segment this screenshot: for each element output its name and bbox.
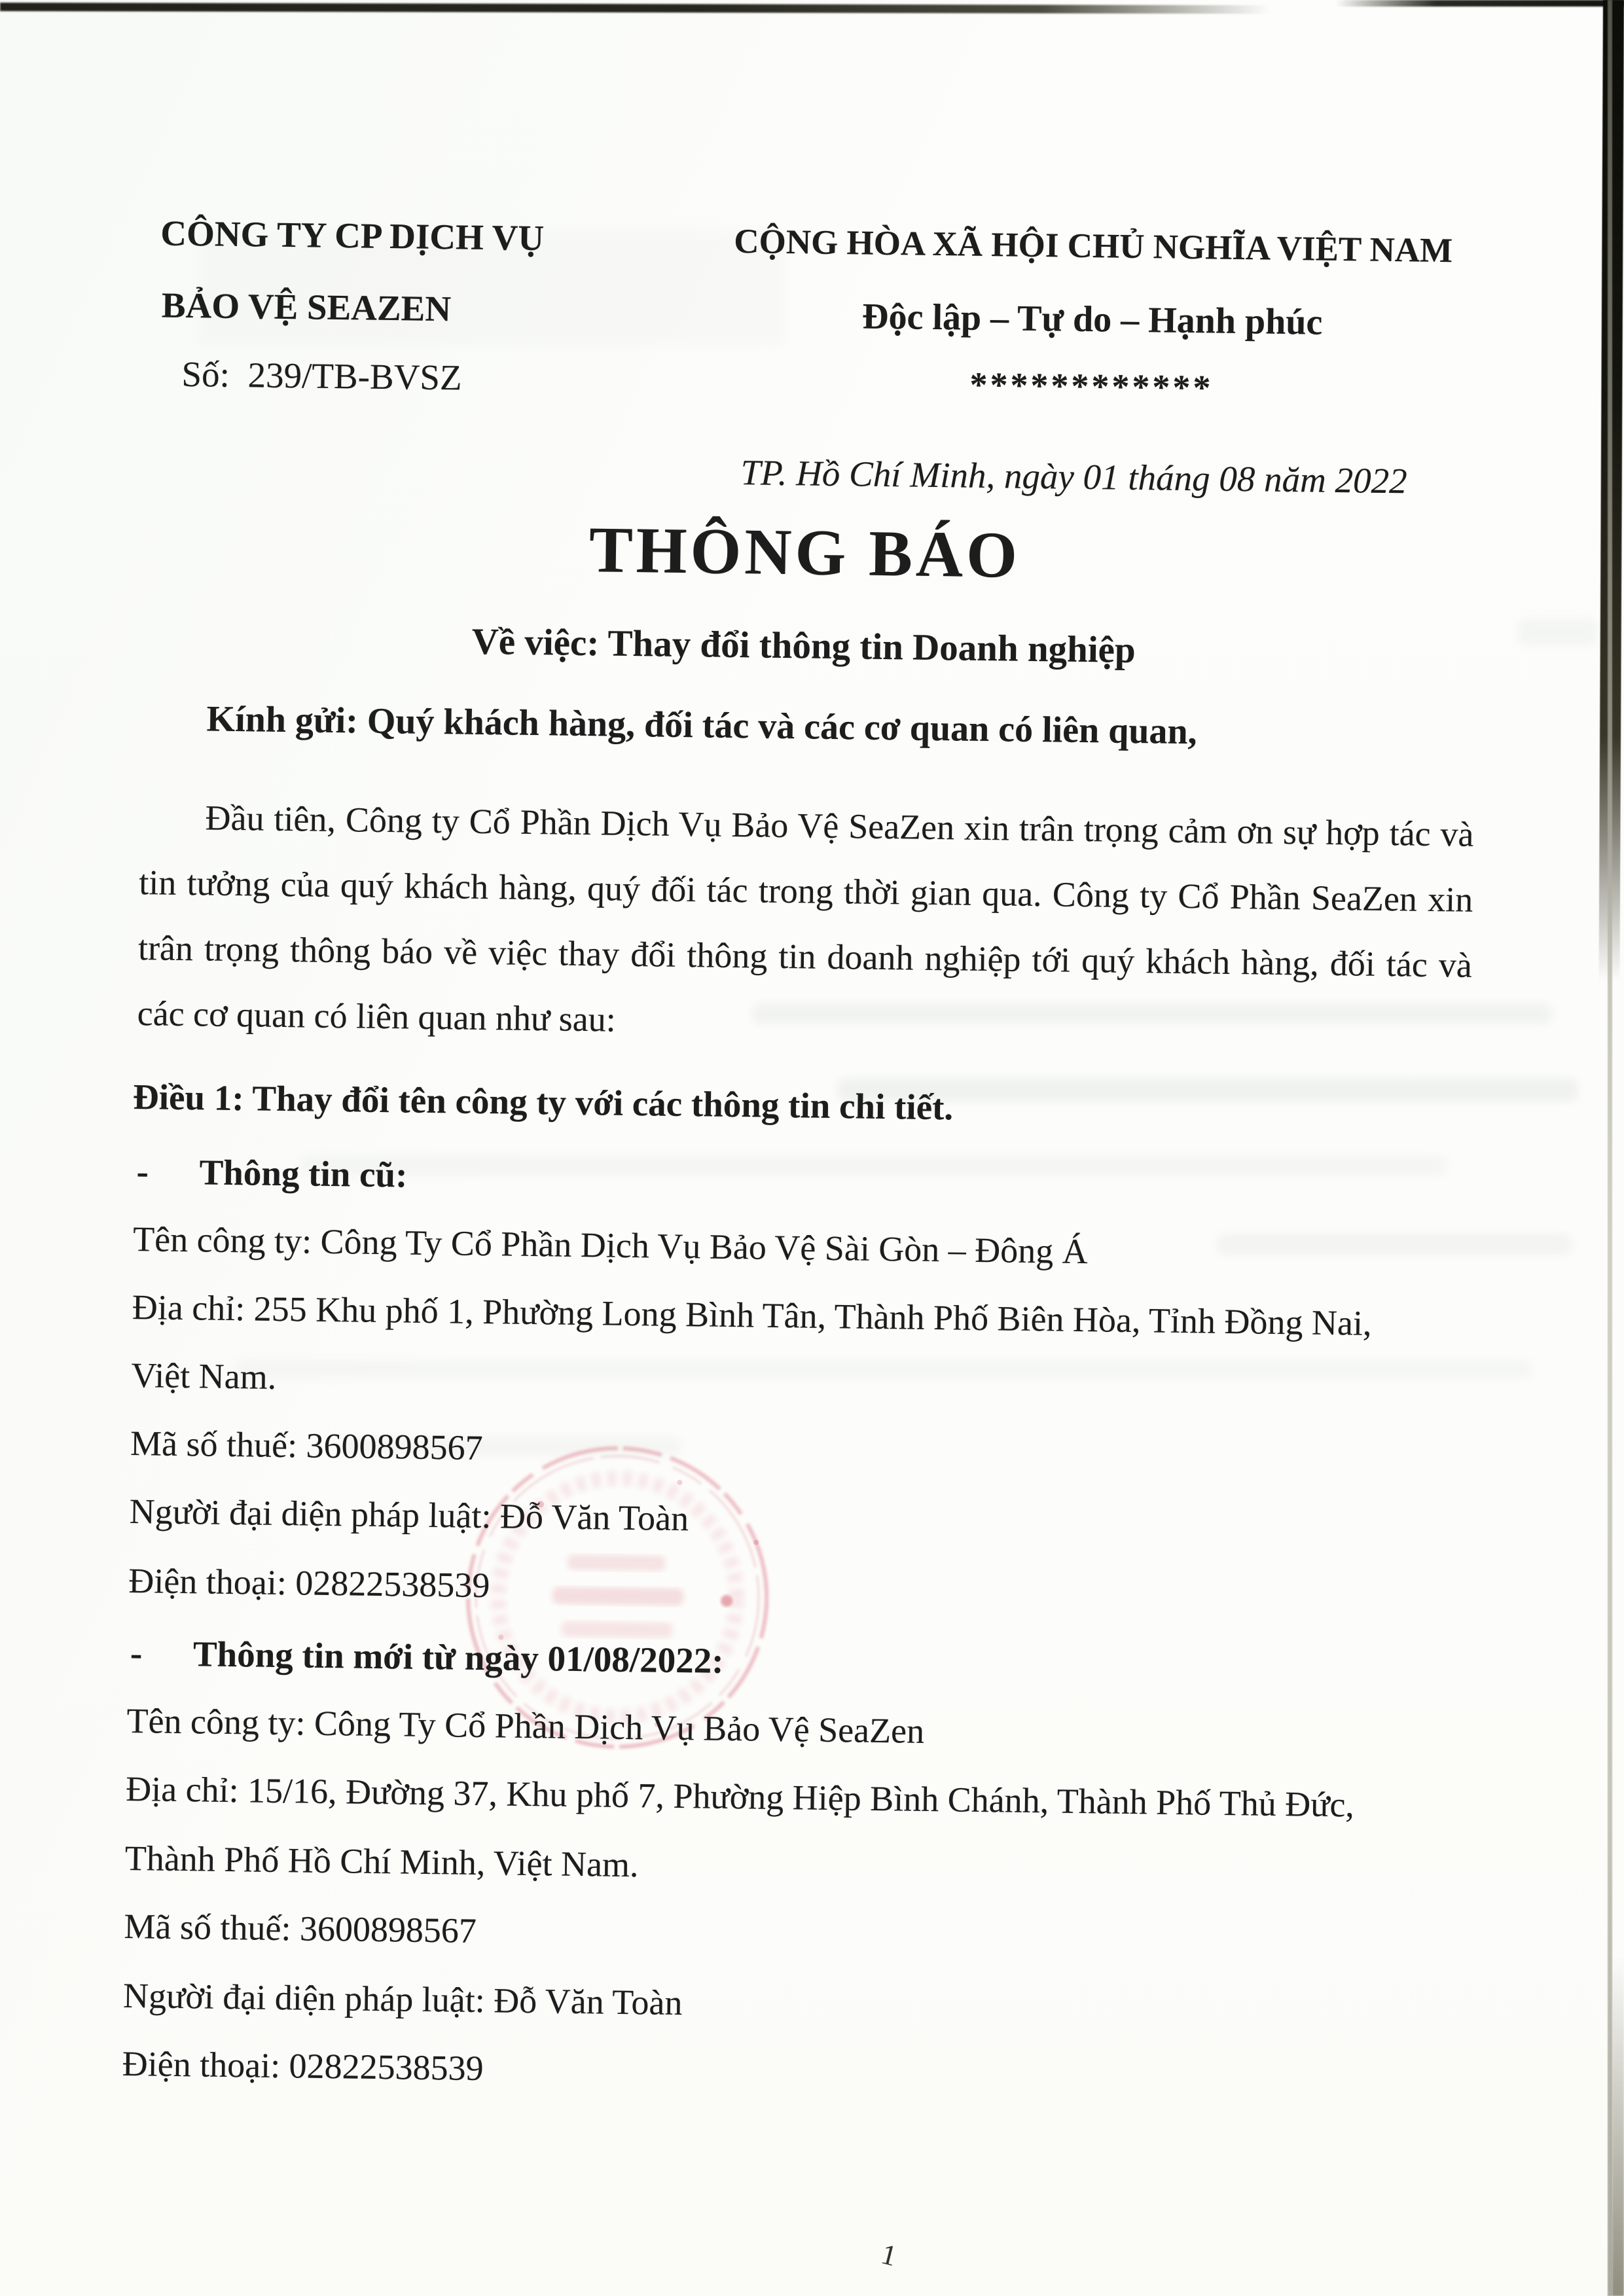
intro-paragraph: Đầu tiên, Công ty Cổ Phần Dịch Vụ Bảo Vệ SeaZen xin trân trọng cảm ơn sự hợp tác và tin tưởng của quý khách hàng, quý đối tác trong thời gian qua. Công ty Cổ Phần SeaZen xin trân trọng thông báo về việc thay đổi thông tin doanh nghiệp tới quý khách hàng, đối tác và các cơ quan có liên quan như sau: [137, 798, 1474, 1039]
new-info-label: Thông tin mới từ ngày 01/08/2022: [192, 1634, 724, 1681]
bullet-dash: - [130, 1633, 143, 1674]
old-address-line1: Địa chỉ: 255 Khu phố 1, Phường Long Bình Tân, Thành Phố Biên Hòa, Tỉnh Đồng Nai, [132, 1287, 1372, 1343]
new-phone-line: Điện thoại: 02822538539 [122, 2043, 484, 2089]
old-info-label-line [136, 1151, 408, 1196]
page-number-mark: 1 [878, 2238, 900, 2272]
separator-stars: ************ [969, 365, 1214, 408]
document-subject: Về việc: Thay đổi thông tin Doanh nghiệp [471, 620, 1136, 672]
place-and-date-line: TP. Hồ Chí Minh, ngày 01 tháng 08 năm 2022 [740, 452, 1407, 501]
old-phone-line: Điện thoại: 02822538539 [128, 1560, 490, 1605]
new-info-label-line [130, 1632, 724, 1683]
new-legal-representative-line: Người đại diện pháp luật: Đỗ Văn Toàn [122, 1975, 683, 2023]
old-address-line2: Việt Nam. [131, 1355, 277, 1397]
document-reference-number: Số: 239/TB-BVSZ [181, 353, 462, 398]
scan-top-edge-artifact [1335, 0, 1624, 7]
bullet-dash: - [136, 1151, 149, 1192]
salutation-line: Kính gửi: Quý khách hàng, đối tác và các cơ quan có liên quan, [206, 698, 1198, 753]
scan-right-edge-artifact [1608, 0, 1612, 2296]
old-company-name-line: Tên công ty: Công Ty Cổ Phần Dịch Vụ Bảo Vệ Sài Gòn – Đông Á [132, 1219, 1089, 1272]
new-address-line2: Thành Phố Hồ Chí Minh, Việt Nam. [124, 1838, 639, 1885]
old-legal-representative-line: Người đại diện pháp luật: Đỗ Văn Toàn [129, 1492, 689, 1539]
national-title: CỘNG HÒA XÃ HỘI CHỦ NGHĨA VIỆT NAM [733, 222, 1453, 270]
article1-heading: Điều 1: Thay đổi tên công ty với các thông tin chi tiết. [132, 1077, 954, 1128]
new-tax-code-line: Mã số thuế: 3600898567 [124, 1906, 477, 1950]
scan-right-edge-artifact [1612, 1956, 1624, 2296]
new-company-name-line: Tên công ty: Công Ty Cổ Phần Dịch Vụ Bảo Vệ SeaZen [126, 1700, 925, 1751]
old-info-label: Thông tin cũ: [199, 1152, 408, 1195]
new-address-line1: Địa chỉ: 15/16, Đường 37, Khu phố 7, Phường Hiệp Bình Chánh, Thành Phố Thủ Đức, [125, 1768, 1355, 1825]
document-title: THÔNG BÁO [588, 513, 1021, 592]
sender-company-name-line1: CÔNG TY CP DỊCH VỤ [160, 213, 545, 259]
sender-company-name-line2: BẢO VỆ SEAZEN [161, 285, 452, 329]
old-tax-code-line: Mã số thuế: 3600898567 [130, 1424, 483, 1468]
national-motto: Độc lập – Tự do – Hạnh phúc [861, 296, 1323, 343]
